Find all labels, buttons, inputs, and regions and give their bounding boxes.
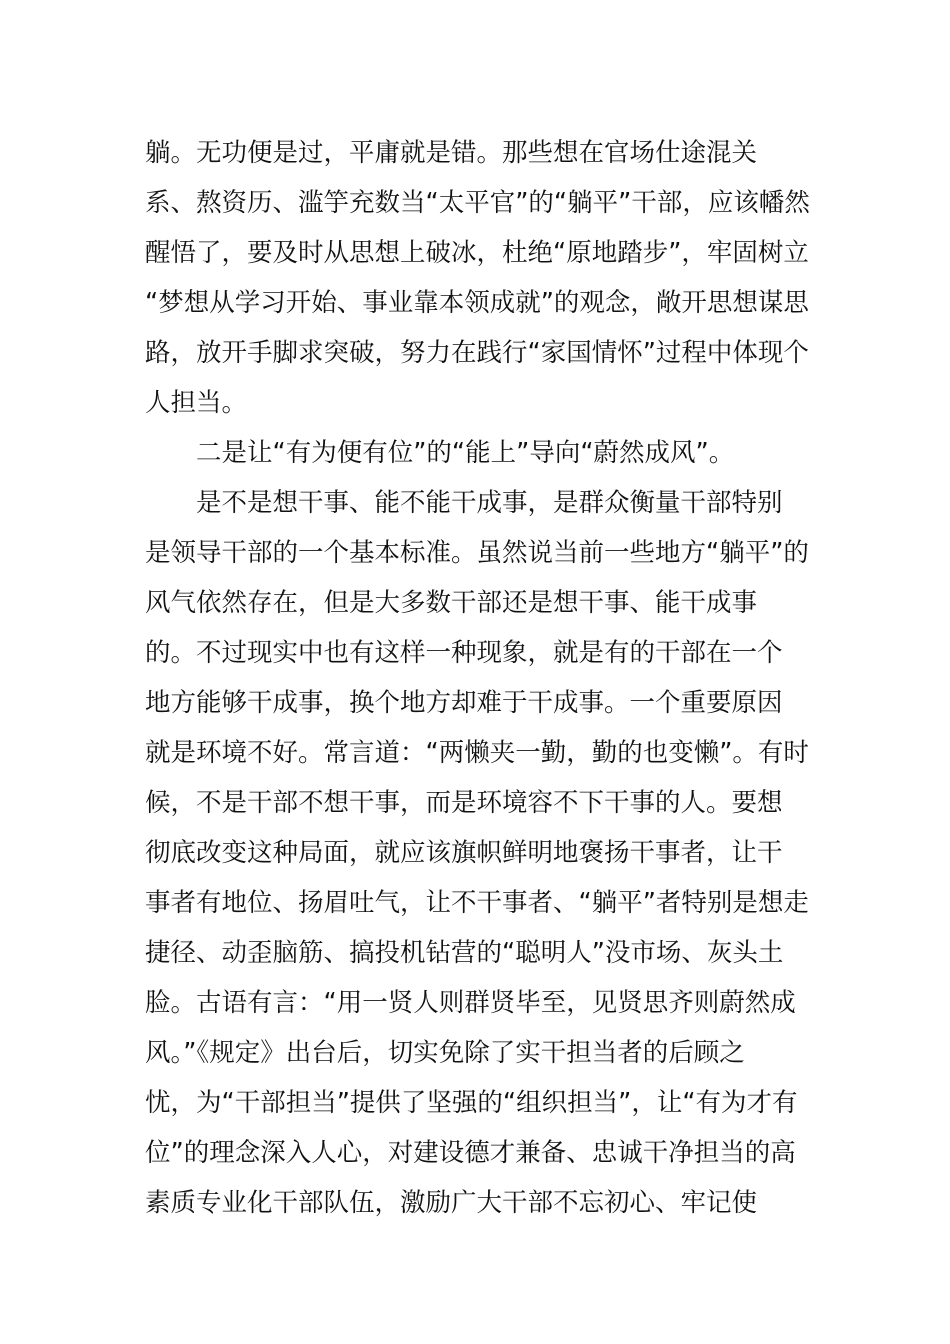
text-line: 的。不过现实中也有这样一种现象，就是有的干部在一个 [145,638,783,668]
text-line: 系、熬资历、滥竽充数当“太平官”的“躺平”干部，应该幡然 [145,188,810,218]
text-line: 醒悟了，要及时从思想上破冰，杜绝“原地踏步”，牢固树立 [145,238,809,268]
text-line: 是不是想干事、能不能干成事，是群众衡量干部特别 [196,488,783,518]
text-line: 候，不是干部不想干事，而是环境容不下干事的人。要想 [145,788,783,818]
text-line: 脸。古语有言：“用一贤人则群贤毕至，见贤思齐则蔚然成 [145,988,796,1018]
text-line: 素质专业化干部队伍，激励广大干部不忘初心、牢记使 [145,1188,758,1218]
text-line: 就是环境不好。常言道：“两懒夹一勤，勤的也变懒”。有时 [145,738,809,768]
text-line: 人担当。 [145,388,248,418]
text-line: 位”的理念深入人心，对建设德才兼备、忠诚干净担当的高 [145,1138,796,1168]
text-line: 彻底改变这种局面，就应该旗帜鲜明地褒扬干事者，让干 [145,838,783,868]
body-text [145,128,810,1228]
text-line: 事者有地位、扬眉吐气，让不干事者、“躺平”者特别是想走 [145,888,809,918]
text-line: 地方能够干成事，换个地方却难于干成事。一个重要原因 [145,688,783,718]
text-line: “梦想从学习开始、事业靠本领成就”的观念，敞开思想谋思 [145,288,809,318]
text-line: 忧，为“干部担当”提供了坚强的“组织担当”，让“有为才有 [145,1088,798,1118]
text-line: 是领导干部的一个基本标准。虽然说当前一些地方“躺平”的 [145,538,809,568]
text-line: 捷径、动歪脑筋、搞投机钻营的“聪明人”没市场、灰头土 [145,938,784,968]
text-line: 风气依然存在，但是大多数干部还是想干事、能干成事 [145,588,758,618]
text-line: 二是让“有为便有位”的“能上”导向“蔚然成风”。 [196,438,735,468]
text-line: 路，放开手脚求突破，努力在践行“家国情怀”过程中体现个 [145,338,809,368]
text-line: 风。”《规定》出台后，切实免除了实干担当者的后顾之 [145,1038,745,1068]
text-line: 躺。无功便是过，平庸就是错。那些想在官场仕途混关 [145,138,758,168]
